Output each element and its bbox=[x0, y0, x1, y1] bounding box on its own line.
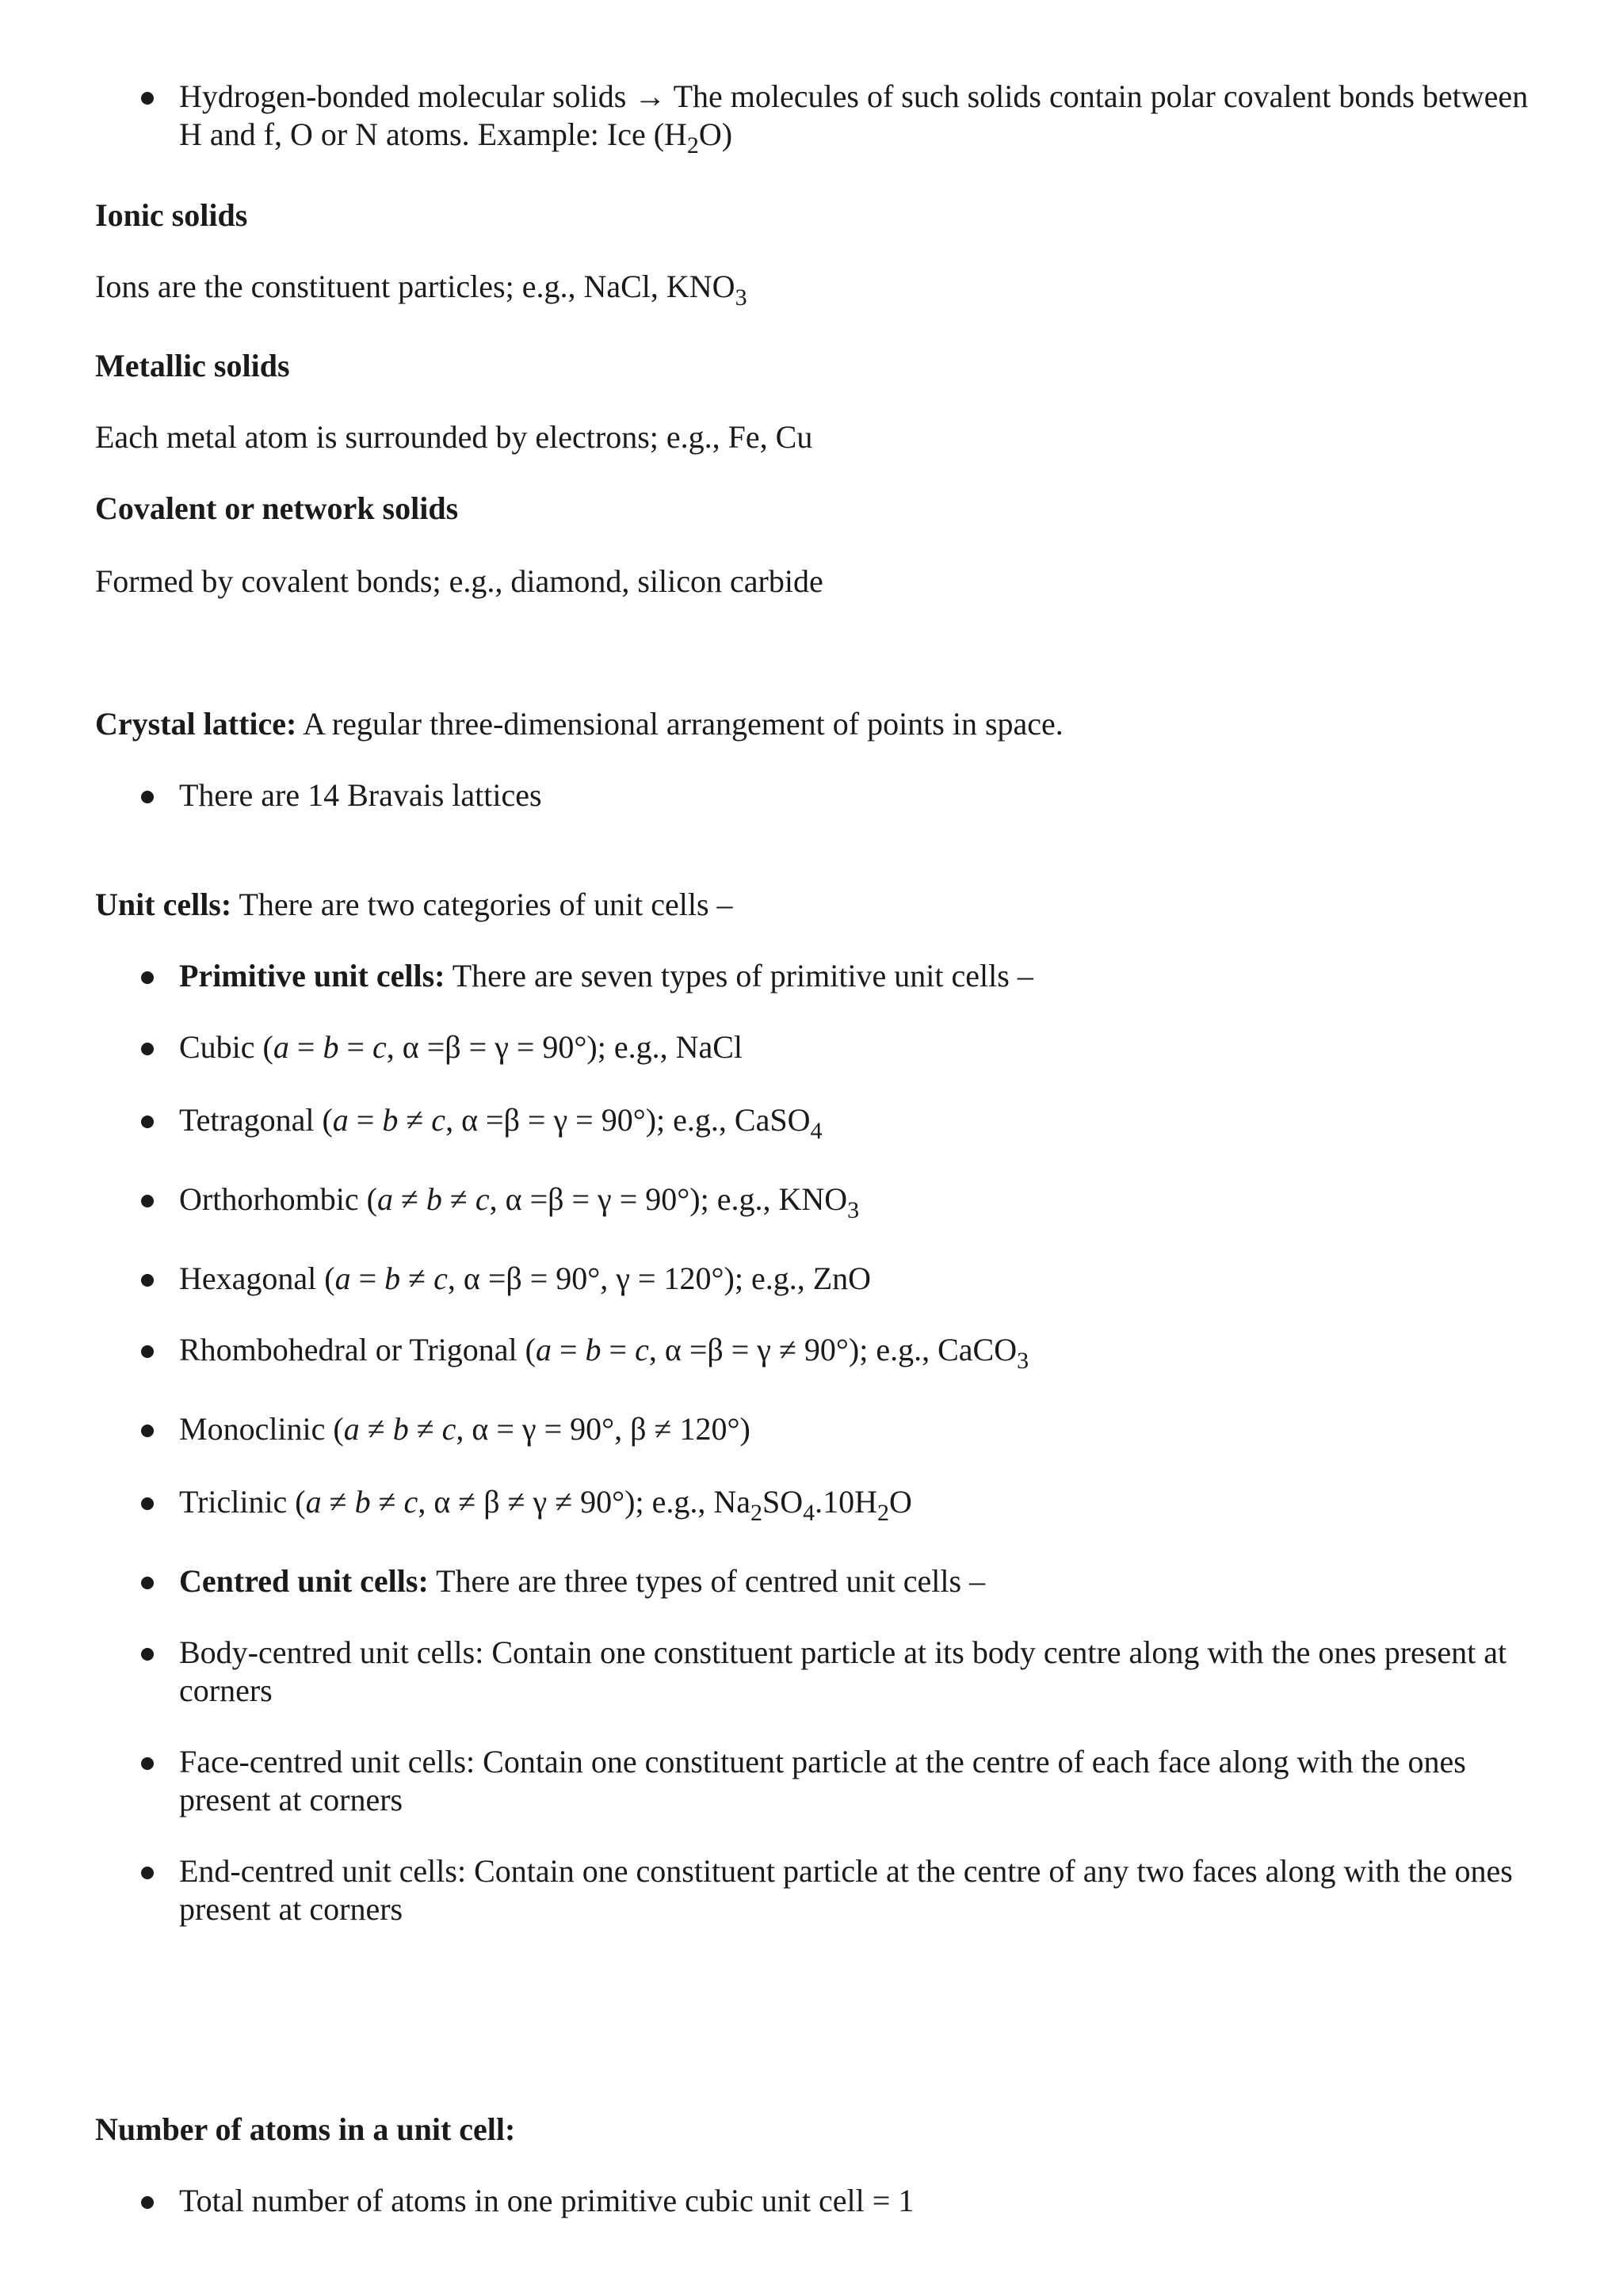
bold-text: Covalent or network solids bbox=[95, 490, 459, 526]
text-run: = bbox=[338, 1029, 372, 1065]
bold-text: Crystal lattice: bbox=[95, 706, 297, 742]
bullet-dot bbox=[141, 92, 154, 105]
bullet-rhombohedral bbox=[179, 1331, 1537, 1374]
bold-text: Unit cells: bbox=[95, 887, 232, 922]
text-run: Hexagonal ( bbox=[179, 1261, 335, 1296]
bullet-face-centred bbox=[179, 1743, 1537, 1819]
italic-variable: a bbox=[376, 1181, 393, 1217]
heading-number-of-atoms bbox=[95, 2111, 1537, 2149]
text-run: End-centred unit cells: Contain one constituent particle at the centre of any two faces along with the ones present at corners bbox=[179, 1853, 1513, 1927]
text-run: There are two categories of unit cells – bbox=[231, 887, 733, 922]
bold-text: Number of atoms in a unit cell: bbox=[95, 2111, 516, 2147]
italic-variable: b bbox=[384, 1261, 401, 1296]
text-run: .10H bbox=[815, 1484, 878, 1520]
text-run: = bbox=[551, 1332, 586, 1367]
bullet-centred-unit-cells bbox=[179, 1562, 1537, 1600]
bullet-hexagonal bbox=[179, 1260, 1537, 1298]
text-run: Face-centred unit cells: Contain one constituent particle at the centre of each face along with the ones present at corners bbox=[179, 1744, 1466, 1817]
subscript-text: 3 bbox=[735, 284, 747, 311]
subscript-text: 2 bbox=[686, 132, 699, 158]
bullet-dot bbox=[141, 2196, 154, 2209]
bullet-dot bbox=[141, 1043, 154, 1055]
italic-variable: a bbox=[332, 1102, 349, 1138]
bullet-bravais-lattices bbox=[179, 776, 1537, 814]
bullet-dot bbox=[141, 1195, 154, 1207]
text-run: Hydrogen-bonded molecular solids → The molecules of such solids contain polar covalent bonds between H and f, O or N atoms. Example: Ice (H bbox=[179, 78, 1529, 152]
text-run: ≠ bbox=[359, 1411, 393, 1447]
bullet-dot bbox=[141, 1345, 154, 1358]
italic-variable: a bbox=[343, 1411, 360, 1447]
text-run: Ions are the constituent particles; e.g., NaCl, KNO bbox=[95, 269, 735, 304]
text-run: There are three types of centred unit cells – bbox=[428, 1563, 986, 1599]
text-run: ≠ bbox=[400, 1261, 434, 1296]
text-run: Body-centred unit cells: Contain one constituent particle at its body centre along with the ones present at corners bbox=[179, 1634, 1507, 1708]
text-run: = bbox=[350, 1261, 385, 1296]
text-run: Formed by covalent bonds; e.g., diamond, silicon carbide bbox=[95, 563, 823, 599]
heading-covalent-solids bbox=[95, 490, 1537, 528]
bold-text: Metallic solids bbox=[95, 348, 290, 383]
text-run: There are 14 Bravais lattices bbox=[179, 777, 542, 813]
text-run: , α =β = γ = 90°); e.g., KNO bbox=[489, 1181, 848, 1217]
heading-metallic-solids bbox=[95, 347, 1537, 385]
bold-text: Centred unit cells: bbox=[179, 1563, 429, 1599]
text-run: ≠ bbox=[408, 1411, 442, 1447]
text-run: , α = γ = 90°, β ≠ 120°) bbox=[456, 1411, 750, 1447]
text-run: O bbox=[889, 1484, 912, 1520]
bullet-dot bbox=[141, 1648, 154, 1661]
para-ionic-solids bbox=[95, 268, 1537, 311]
bullet-dot bbox=[141, 971, 154, 984]
text-run: Total number of atoms in one primitive cubic unit cell = 1 bbox=[179, 2183, 915, 2218]
italic-variable: c bbox=[475, 1181, 490, 1217]
text-run: , α ≠ β ≠ γ ≠ 90°); e.g., Na bbox=[418, 1484, 750, 1520]
bullet-cubic bbox=[179, 1028, 1537, 1066]
bullet-primitive-unit-cells bbox=[179, 957, 1537, 995]
bullet-dot bbox=[141, 1274, 154, 1287]
italic-variable: c bbox=[403, 1484, 418, 1520]
text-run: = bbox=[288, 1029, 323, 1065]
italic-variable: c bbox=[635, 1332, 649, 1367]
text-run: , α =β = 90°, γ = 120°); e.g., ZnO bbox=[447, 1261, 872, 1296]
bullet-dot bbox=[141, 1577, 154, 1589]
bullet-dot bbox=[141, 1867, 154, 1879]
italic-variable: c bbox=[433, 1261, 448, 1296]
text-run: A regular three-dimensional arrangement of points in space. bbox=[296, 706, 1064, 742]
italic-variable: b bbox=[392, 1411, 409, 1447]
text-run: ≠ bbox=[441, 1181, 475, 1217]
text-run: Orthorhombic ( bbox=[179, 1181, 377, 1217]
bullet-hydrogen-bonded bbox=[179, 78, 1537, 158]
subscript-text: 2 bbox=[877, 1500, 890, 1526]
italic-variable: a bbox=[334, 1261, 351, 1296]
subscript-text: 4 bbox=[803, 1500, 815, 1526]
italic-variable: c bbox=[372, 1029, 387, 1065]
italic-variable: c bbox=[441, 1411, 456, 1447]
bullet-orthorhombic bbox=[179, 1180, 1537, 1223]
bullet-dot bbox=[141, 1497, 154, 1510]
text-run: Triclinic ( bbox=[179, 1484, 306, 1520]
text-run: Each metal atom is surrounded by electrons; e.g., Fe, Cu bbox=[95, 419, 813, 455]
italic-variable: c bbox=[431, 1102, 446, 1138]
subscript-text: 2 bbox=[750, 1500, 762, 1526]
bullet-primitive-cubic-atoms bbox=[179, 2182, 1537, 2220]
bold-text: Ionic solids bbox=[95, 197, 248, 233]
text-run: = bbox=[348, 1102, 383, 1138]
text-run: , α =β = γ = 90°); e.g., NaCl bbox=[386, 1029, 743, 1065]
text-run: , α =β = γ ≠ 90°); e.g., CaCO bbox=[648, 1332, 1018, 1367]
bullet-dot bbox=[141, 1757, 154, 1770]
para-metallic-solids bbox=[95, 418, 1537, 456]
bullet-end-centred bbox=[179, 1852, 1537, 1928]
italic-variable: a bbox=[535, 1332, 552, 1367]
italic-variable: a bbox=[273, 1029, 289, 1065]
italic-variable: b bbox=[426, 1181, 442, 1217]
text-run: ≠ bbox=[392, 1181, 426, 1217]
text-run: ≠ bbox=[398, 1102, 432, 1138]
text-run: ≠ bbox=[321, 1484, 355, 1520]
bullet-monoclinic bbox=[179, 1410, 1537, 1448]
italic-variable: b bbox=[585, 1332, 601, 1367]
bullet-triclinic bbox=[179, 1483, 1537, 1526]
text-run: Monoclinic ( bbox=[179, 1411, 344, 1447]
text-run: , α =β = γ = 90°); e.g., CaSO bbox=[445, 1102, 811, 1138]
bullet-dot bbox=[141, 1116, 154, 1128]
text-run: O) bbox=[698, 116, 733, 152]
text-run: ≠ bbox=[370, 1484, 404, 1520]
subscript-text: 3 bbox=[847, 1197, 860, 1223]
italic-variable: b bbox=[354, 1484, 371, 1520]
para-unit-cells bbox=[95, 886, 1537, 924]
text-run: Cubic ( bbox=[179, 1029, 273, 1065]
subscript-text: 3 bbox=[1017, 1348, 1029, 1374]
text-run: There are seven types of primitive unit cells – bbox=[445, 958, 1033, 994]
bullet-tetragonal bbox=[179, 1101, 1537, 1144]
italic-variable: b bbox=[323, 1029, 339, 1065]
heading-ionic-solids bbox=[95, 196, 1537, 235]
para-crystal-lattice bbox=[95, 705, 1537, 743]
text-run: Tetragonal ( bbox=[179, 1102, 333, 1138]
bullet-dot bbox=[141, 1425, 154, 1437]
bullet-body-centred bbox=[179, 1634, 1537, 1710]
italic-variable: b bbox=[382, 1102, 399, 1138]
subscript-text: 4 bbox=[810, 1118, 823, 1144]
text-run: Rhombohedral or Trigonal ( bbox=[179, 1332, 536, 1367]
bold-text: Primitive unit cells: bbox=[179, 958, 445, 994]
bullet-dot bbox=[141, 791, 154, 803]
italic-variable: a bbox=[305, 1484, 322, 1520]
text-run: SO bbox=[762, 1484, 804, 1520]
para-covalent-solids bbox=[95, 563, 1537, 601]
text-run: = bbox=[601, 1332, 636, 1367]
